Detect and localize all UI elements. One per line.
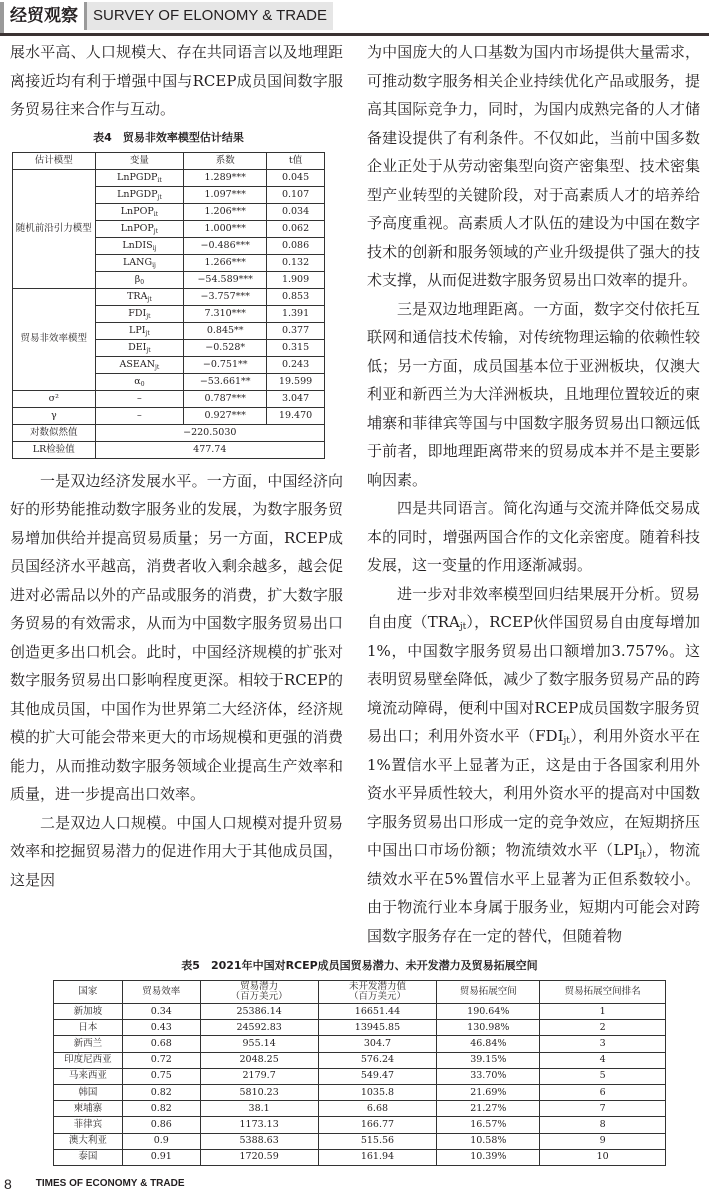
variable-cell	[95, 220, 184, 237]
subscript: jt	[459, 622, 467, 632]
variable-cell	[95, 254, 184, 271]
variable-cell	[95, 203, 184, 220]
table-cell: 6.68	[318, 1101, 437, 1117]
column-header	[540, 981, 666, 1004]
variable-name: FDI	[128, 307, 147, 319]
coefficient-cell: 1.097***	[184, 186, 267, 203]
cell-t: 19.470	[267, 407, 325, 424]
table-cell: 161.94	[318, 1149, 437, 1165]
cell-var: –	[95, 390, 184, 407]
table5-block	[53, 958, 666, 1166]
table-cell: 5388.63	[200, 1133, 318, 1149]
table-cell: 21.27%	[437, 1101, 540, 1117]
variable-name: LnPGDP	[117, 188, 158, 200]
t-value-cell: 1.909	[267, 271, 325, 288]
table4-title: 表4 贸易非效率模型估计结果	[93, 130, 244, 144]
table-cell: 9	[540, 1133, 666, 1149]
footer	[4, 1176, 709, 1192]
table-cell: 955.14	[200, 1036, 318, 1052]
table-row	[54, 1052, 666, 1068]
cell-t: 3.047	[267, 390, 325, 407]
header-line: 贸易拓展空间排名	[564, 986, 641, 997]
table-cell: 549.47	[318, 1068, 437, 1084]
header-line: 未开发潜力值	[348, 981, 406, 992]
table-cell: 6	[540, 1084, 666, 1100]
coefficient-cell: 1.266***	[184, 254, 267, 271]
t-value-cell: 0.243	[267, 356, 325, 373]
t-value-cell: 0.034	[267, 203, 325, 220]
table-cell: 3	[540, 1036, 666, 1052]
table-cell: 16651.44	[318, 1004, 437, 1020]
table-cell: 1173.13	[200, 1117, 318, 1133]
table-cell: 新西兰	[54, 1036, 123, 1052]
publication-name: TIMES OF ECONOMY & TRADE	[35, 1178, 185, 1190]
column-header	[437, 981, 540, 1004]
section-title-en: SURVEY OF ELONOMY & TRADE	[84, 2, 333, 30]
paragraph	[367, 580, 700, 951]
group-label: 贸易非效率模型	[13, 288, 96, 390]
right-column	[367, 38, 700, 950]
running-header	[0, 0, 709, 33]
table-cell: 韩国	[54, 1084, 123, 1100]
table-cell: 2179.7	[200, 1068, 318, 1084]
variable-subscript: jt	[145, 329, 150, 337]
coefficient-cell: −0.486***	[184, 237, 267, 254]
table-cell: 13945.85	[318, 1020, 437, 1036]
table-row	[54, 1020, 666, 1036]
table-cell: 166.77	[318, 1117, 437, 1133]
text-run: ），RCEP伙伴国贸易自由度每增加1%，中国数字服务贸易出口额增加3.757%。这表明贸易壁垒降低，减少了数字服务贸易产品的跨境流动障碍，便利中国对RCEP成员国数字服务贸易出口；利用外资水平（FDI	[367, 613, 700, 745]
summary-value: 477.74	[95, 441, 324, 458]
table-cell: 4	[540, 1052, 666, 1068]
table-cell: 0.86	[122, 1117, 200, 1133]
table-row	[54, 1084, 666, 1100]
column-header: t值	[267, 152, 325, 169]
table-cell: 2048.25	[200, 1052, 318, 1068]
variable-subscript: 0	[140, 380, 145, 388]
table-header-row	[13, 152, 325, 169]
table-cell: 7	[540, 1101, 666, 1117]
table-cell: 25386.14	[200, 1004, 318, 1020]
text-run: 四是共同语言。简化沟通与交流并降低交易成本的同时，增强两国合作的文化亲密度。随着科技发展，这一变量的作用逐渐减弱。	[367, 499, 700, 574]
table-cell: 0.68	[122, 1036, 200, 1052]
table-cell: 576.24	[318, 1052, 437, 1068]
page-number: 8	[4, 1175, 12, 1192]
coefficient-cell: −54.589***	[184, 271, 267, 288]
table-cell: 马来西亚	[54, 1068, 123, 1084]
text-run: ），利用外资水平在1%置信水平上显著为正，这是由于各国家利用外资水平异质性较大，利用外资水平的提高对中国数字服务贸易出口形成一定的竞争效应，在短期挤压中国出口市场份额；物流绩效水平（LPI	[367, 727, 700, 859]
header-line: （百万美元）	[348, 991, 406, 1002]
table-cell: 39.15%	[437, 1052, 540, 1068]
text-run: 二是双边人口规模。中国人口规模对提升贸易效率和挖掘贸易潜力的促进作用大于其他成员国，这是因	[10, 813, 343, 889]
summary-row	[13, 424, 325, 441]
coefficient-cell: −0.528*	[184, 339, 267, 356]
variable-subscript: it	[157, 176, 162, 184]
t-value-cell: 0.045	[267, 169, 325, 186]
table-row	[54, 1004, 666, 1020]
table-cell: 新加坡	[54, 1004, 123, 1020]
variable-subscript: 0	[140, 278, 145, 286]
table-cell: 0.9	[122, 1133, 200, 1149]
variable-name: LPI	[129, 324, 146, 336]
variable-name: LnPGDP	[117, 171, 158, 183]
left-column-bottom	[10, 467, 343, 895]
table-cell: 24592.83	[200, 1020, 318, 1036]
table-cell: 0.43	[122, 1020, 200, 1036]
variable-cell	[95, 373, 184, 390]
table-cell: 菲律宾	[54, 1117, 123, 1133]
t-value-cell: 19.599	[267, 373, 325, 390]
variable-cell	[95, 237, 184, 254]
table-row	[54, 1101, 666, 1117]
left-column-top	[10, 38, 343, 124]
table-cell: 澳大利亚	[54, 1133, 123, 1149]
table-cell: 1035.8	[318, 1084, 437, 1100]
column-header	[318, 981, 437, 1004]
cell-coef: 0.927***	[184, 407, 267, 424]
t-value-cell: 0.086	[267, 237, 325, 254]
table-cell: 0.82	[122, 1101, 200, 1117]
table-row	[54, 1117, 666, 1133]
header-line: （百万美元）	[230, 991, 288, 1002]
table-cell: 38.1	[200, 1101, 318, 1117]
table-cell: 印度尼西亚	[54, 1052, 123, 1068]
table-cell: 柬埔寨	[54, 1101, 123, 1117]
table-cell: 5	[540, 1068, 666, 1084]
table-cell: 16.57%	[437, 1117, 540, 1133]
table4-block	[12, 130, 325, 459]
coefficient-cell: 1.000***	[184, 220, 267, 237]
table5	[53, 980, 666, 1166]
column-header	[122, 981, 200, 1004]
paragraph	[10, 38, 343, 124]
text-run: 一是双边经济发展水平。一方面，中国经济向好的形势能推动数字服务业的发展，为数字服务贸易增加供给并提高贸易质量；另一方面，RCEP成员国经济水平越高，消费者收入剩余越多，越会促进对必需品以外的产品或服务的消费，扩大数字服务贸易的有效需求，从而为中国数字服务贸易出口创造更多出口机会。此时，中国经济规模的扩张对数字服务贸易出口影响程度更深。相较于RCEP的其他成员国，中国作为世界第二大经济体，经济规模的扩大可能会带来更大的市场规模和更强的消费能力，从而推动数字服务领域企业提高生产效率和质量，进一步提高出口效率。	[10, 471, 343, 803]
header-bar	[0, 2, 4, 33]
variable-cell	[95, 271, 184, 288]
paragraph	[367, 295, 700, 495]
t-value-cell: 0.062	[267, 220, 325, 237]
variable-cell	[95, 339, 184, 356]
variable-name: TRA	[127, 290, 148, 302]
subscript: jt	[639, 850, 646, 860]
text-run: 展水平高、人口规模大、存在共同语言以及地理距离接近均有利于增强中国与RCEP成员国间数字服务贸易往来合作与互动。	[10, 43, 343, 118]
column-header: 系数	[184, 152, 267, 169]
table-cell: 10	[540, 1149, 666, 1165]
table-cell: 0.91	[122, 1149, 200, 1165]
table-row	[54, 1149, 666, 1165]
t-value-cell: 0.132	[267, 254, 325, 271]
cell-coef: 0.787***	[184, 390, 267, 407]
t-value-cell: 1.391	[267, 305, 325, 322]
variable-subscript: jt	[147, 295, 152, 303]
coefficient-cell: −53.661**	[184, 373, 267, 390]
column-header	[200, 981, 318, 1004]
left-column	[10, 38, 343, 950]
table-cell: 5810.23	[200, 1084, 318, 1100]
column-header: 变量	[95, 152, 184, 169]
table-row	[54, 1133, 666, 1149]
variable-name: ASEAN	[119, 358, 156, 370]
coefficient-cell: 1.206***	[184, 203, 267, 220]
t-value-cell: 0.377	[267, 322, 325, 339]
table-cell: 130.98%	[437, 1020, 540, 1036]
coefficient-cell: 0.845**	[184, 322, 267, 339]
variable-name: α	[134, 375, 141, 387]
table-cell: 10.58%	[437, 1133, 540, 1149]
cell-label: σ²	[13, 390, 96, 407]
variable-subscript: it	[153, 210, 159, 218]
summary-label: LR检验值	[13, 441, 96, 458]
variable-cell	[95, 169, 184, 186]
table-row	[13, 407, 325, 424]
variable-subscript: jt	[157, 193, 162, 201]
variable-cell	[95, 186, 184, 203]
table-cell: 33.70%	[437, 1068, 540, 1084]
table4	[12, 152, 325, 459]
variable-name: LANG	[122, 256, 153, 268]
table-row	[13, 390, 325, 407]
table-cell: 2	[540, 1020, 666, 1036]
section-title-cn: 经贸观察	[10, 2, 84, 33]
column-header: 估计模型	[13, 152, 96, 169]
cell-var: –	[95, 407, 184, 424]
variable-name: LnPOP	[120, 205, 154, 217]
text-run: 三是双边地理距离。一方面，数字交付依托互联网和通信技术传输，对传统物理运输的依赖性较低；另一方面，成员国基本位于亚洲板块，仅澳大利亚和新西兰为大洋洲板块，且地理位置较近的柬埔寨和菲律宾等国与中国数字服务贸易出口额远低于前者，即地理距离带来的贸易成本并不是主要影响因素。	[367, 299, 700, 489]
table-cell: 0.75	[122, 1068, 200, 1084]
variable-cell	[95, 288, 184, 305]
table-cell: 190.64%	[437, 1004, 540, 1020]
subscript: jt	[563, 736, 570, 746]
header-line: 贸易拓展空间	[459, 986, 517, 997]
table-header-row	[54, 981, 666, 1004]
t-value-cell: 0.315	[267, 339, 325, 356]
variable-subscript: jt	[146, 312, 151, 320]
header-line: 贸易潜力	[240, 981, 279, 992]
table-cell: 304.7	[318, 1036, 437, 1052]
coefficient-cell: 1.289***	[184, 169, 267, 186]
table-cell: 10.39%	[437, 1149, 540, 1165]
paragraph	[367, 38, 700, 295]
t-value-cell: 0.107	[267, 186, 325, 203]
table-cell: 1	[540, 1004, 666, 1020]
table-row	[54, 1036, 666, 1052]
table-cell: 515.56	[318, 1133, 437, 1149]
table-row	[54, 1068, 666, 1084]
text-run: 进一步对非效率模型回归结果展开分析。贸易自由度（TRA	[367, 584, 700, 631]
summary-label: 对数似然值	[13, 424, 96, 441]
summary-row	[13, 441, 325, 458]
t-value-cell: 0.853	[267, 288, 325, 305]
table-row	[13, 169, 325, 186]
cell-label: γ	[13, 407, 96, 424]
coefficient-cell: −3.757***	[184, 288, 267, 305]
variable-cell	[95, 322, 184, 339]
table-cell: 46.84%	[437, 1036, 540, 1052]
paragraph	[10, 467, 343, 809]
variable-subscript: jt	[153, 227, 159, 235]
variable-cell	[95, 356, 184, 373]
summary-value: −220.5030	[95, 424, 324, 441]
header-line: 国家	[78, 986, 98, 997]
table-cell: 日本	[54, 1020, 123, 1036]
paragraph	[10, 809, 343, 895]
column-header	[54, 981, 123, 1004]
variable-subscript: jt	[146, 346, 151, 354]
table-cell: 泰国	[54, 1149, 123, 1165]
table-cell: 0.34	[122, 1004, 200, 1020]
variable-name: LnDIS	[122, 239, 153, 251]
coefficient-cell: −0.751**	[184, 356, 267, 373]
table-cell: 21.69%	[437, 1084, 540, 1100]
table-cell: 0.82	[122, 1084, 200, 1100]
variable-name: LnPOP	[120, 222, 154, 234]
variable-subscript: ij	[152, 261, 156, 269]
coefficient-cell: 7.310***	[184, 305, 267, 322]
two-column-body	[0, 36, 709, 950]
table5-title: 表5 2021年中国对RCEP成员国贸易潜力、未开发潜力及贸易拓展空间	[181, 959, 538, 972]
text-run: 为中国庞大的人口基数为国内市场提供大量需求，可推动数字服务相关企业持续优化产品或服务，提高其国际竞争力，同时，为国内成熟完备的人才储备建设提供了有利条件。不仅如此，当前中国多数企业正处于从劳动密集型向资产密集型、技术密集型产业转型的关键阶段，对于高素质人才的培养给予高度重视。高素质人才队伍的建设为中国在数字技术的创新和服务领域的产业升级提供了强大的技术支撑，从而促进数字服务贸易出口效率的提升。	[367, 43, 700, 289]
variable-subscript: jt	[155, 363, 160, 371]
table-cell: 8	[540, 1117, 666, 1133]
table-cell: 1720.59	[200, 1149, 318, 1165]
variable-cell	[95, 305, 184, 322]
text-run: ），物流绩效水平在5%置信水平上显著为正但系数较小。由于物流行业本身属于服务业，短期内可能会对跨国数字服务存在一定的替代，但随着物	[367, 841, 700, 945]
group-label: 随机前沿引力模型	[13, 169, 96, 288]
table-cell: 0.72	[122, 1052, 200, 1068]
variable-subscript: ij	[152, 244, 157, 252]
table-row	[13, 288, 325, 305]
header-line: 贸易效率	[142, 986, 181, 997]
variable-name: β	[134, 273, 141, 285]
variable-name: DEI	[128, 341, 147, 353]
paragraph	[367, 494, 700, 580]
